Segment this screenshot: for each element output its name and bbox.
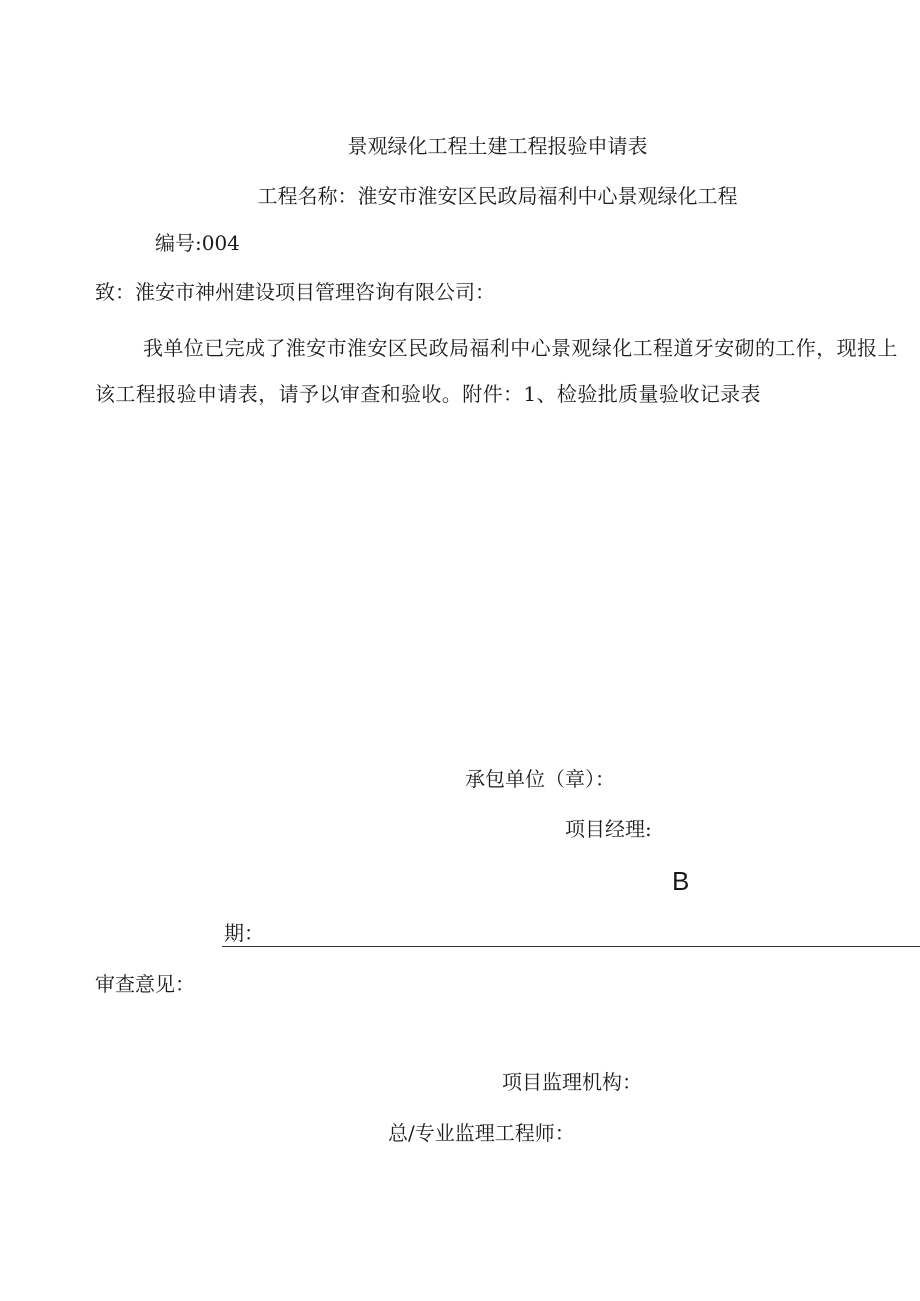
stray-letter: B xyxy=(672,866,690,896)
supervising-engineer-label: 总/专业监理工程师： xyxy=(388,1121,575,1145)
body-paragraph: 我单位已完成了淮安市淮安区民政局福利中心景观绿化工程道牙安砌的工作，现报上该工程报验申请表，请予以审查和验收。附件：1、检验批质量验收记录表 xyxy=(95,336,898,406)
addressee: 致：淮安市神州建设项目管理咨询有限公司： xyxy=(95,280,495,304)
date-underline xyxy=(222,946,920,947)
document-title: 景观绿化工程土建工程报验申请表 xyxy=(347,134,648,158)
project-name: 工程名称：淮安市淮安区民政局福利中心景观绿化工程 xyxy=(257,184,738,208)
date-label: 期： xyxy=(224,921,264,945)
project-manager-label: 项目经理: xyxy=(565,817,652,841)
serial-number: 编号:004 xyxy=(155,231,240,255)
contractor-label: 承包单位（章）： xyxy=(465,767,615,791)
supervision-org-label: 项目监理机构： xyxy=(502,1070,642,1094)
review-opinion-label: 审查意见： xyxy=(95,972,195,996)
